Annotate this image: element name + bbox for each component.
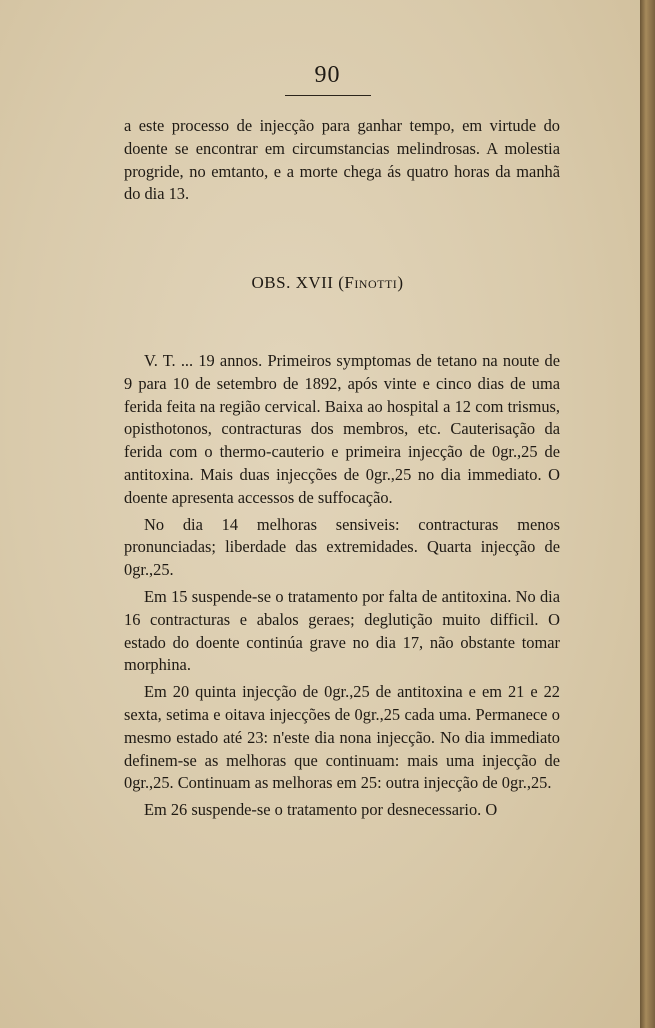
paragraph: Em 20 quinta injecção de 0gr.,25 de antitoxina e em 21 e 22 sexta, setima e oitava injecções de 0gr.,25 cada uma. Permanece o mesmo estado até 23: n'este dia nona injecção. No dia immediato definem-se as melhoras que continuam: mais uma injecção de 0gr.,25. Continuam as melhoras em 25: outra injecção de 0gr.,25. xyxy=(124,682,560,793)
page-number-rule xyxy=(285,95,371,96)
paragraph: Em 26 suspende-se o tratamento por desnecessario. O xyxy=(144,800,498,820)
observation-heading-label: OBS. XVII ( xyxy=(251,273,345,292)
book-spine xyxy=(640,0,655,1028)
observation-heading-close: ) xyxy=(397,273,404,292)
observation-heading-name: Finotti xyxy=(344,273,398,292)
intro-paragraph: a este processo de injecção para ganhar tempo, em virtude do doente se encontrar em circumstancias melindrosas. A molestia progride, no emtanto, e a morte chega ás quatro horas da manhã do dia 13. xyxy=(124,116,560,204)
observation-body xyxy=(124,350,560,826)
paragraph: No dia 14 melhoras sensiveis: contracturas menos pronunciadas; liberdade das extremidades. Quarta injecção de 0gr.,25. xyxy=(124,514,560,580)
observation-heading xyxy=(0,273,655,293)
page-number: 90 xyxy=(314,62,341,88)
paragraph: V. T. ... 19 annos. Primeiros symptomas de tetano na noute de 9 para 10 de setembro de 1892, após vinte e cinco dias de uma ferida feita na região cervical. Baixa ao hospital a 12 com trismus, opisthotonos, contracturas dos membros, etc. Cauterisação da ferida com o thermo-cauterio e primeira injecção de 0gr.,25 de antitoxina. Mais duas injecções de 0gr.,25 no dia immediato. O doente apresenta accessos de suffocação. xyxy=(124,351,560,507)
paragraph: Em 15 suspende-se o tratamento por falta de antitoxina. No dia 16 contracturas e abalos geraes; deglutição muito difficil. O estado do doente continúa grave no dia 17, não obstante tomar morphina. xyxy=(124,586,560,675)
